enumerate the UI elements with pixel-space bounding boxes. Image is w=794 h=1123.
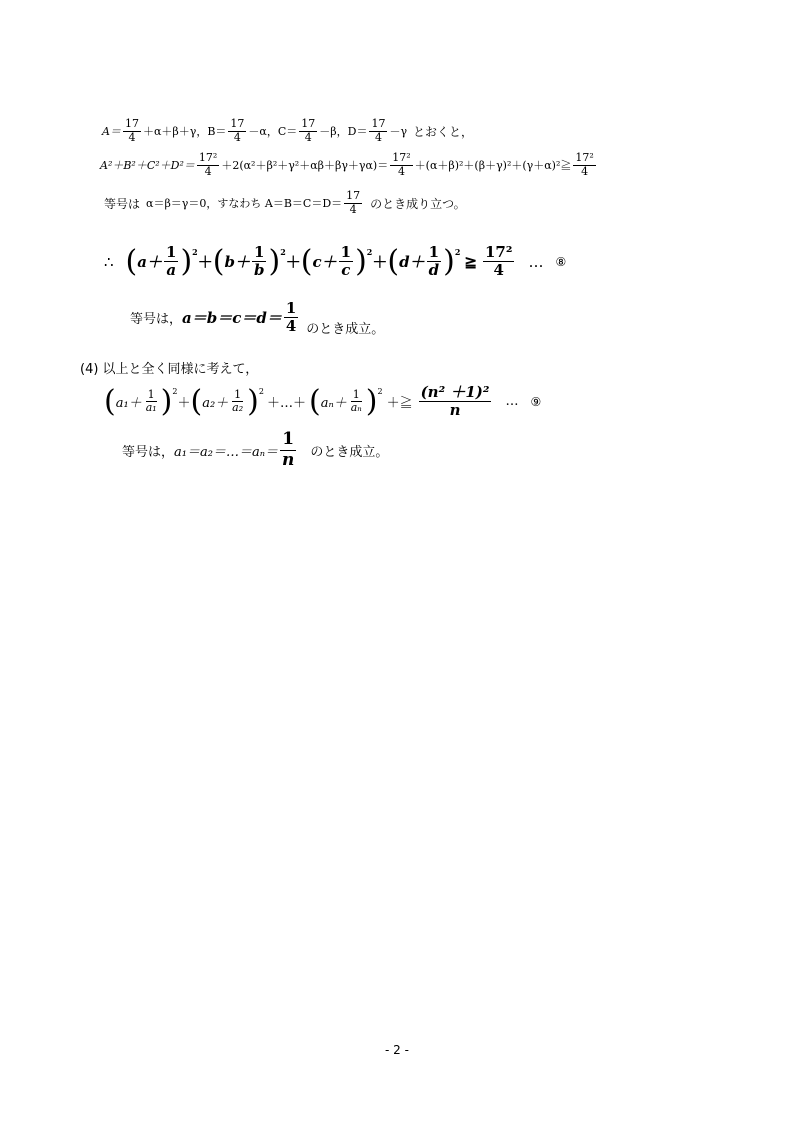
line-1 [102,118,473,144]
line-2 [100,152,598,178]
term-d: ( d＋ $\frac{1}{d}$ ) $^2$ [387,243,461,280]
eq-a-rest: ＋α＋β＋γ，B＝ [142,125,227,139]
term-a1: ( a₁＋ $\frac{1}{\text{a₁}}$ ) $^2$ [104,383,178,419]
term-c: ( c＋ $\frac{1}{c}$ ) $^2$ [300,243,373,280]
page-number: - 2 - [385,1043,409,1057]
line-7-inequality-9: ( a₁＋ $\frac{1}{\text{a₁}}$ ) $^2$ ＋ ( a₂＋ $\frac{1}{\text{a₂}}$ ) $^2$ ＋…＋ ( aₙ＋ $\frac{1}{\text{aₙ}}$ ) $^2$ ＋≧ $\frac{\text{(n² ＋1)²}}{n}$ … ⑨ [104,383,542,420]
frac-17sq-4: $\frac{\text{17²}}{4}$ [198,151,218,178]
line-5 [130,300,384,336]
label-8: ⑧ [555,254,567,269]
eq-sum-squares: A²＋B²＋C²＋D²＝ [100,159,195,173]
eq-mid: ＋2(α²＋β²＋γ²＋αβ＋βγ＋γα)＝ [221,159,389,173]
therefore-symbol: ∴ [104,252,114,271]
eq-a-lhs: A＝ [102,125,121,139]
frac-17sq-4: $\frac{\text{17²}}{4}$ [484,243,513,280]
text-holds: のとき成り立つ。 [370,196,466,211]
label-9: ⑨ [530,394,542,409]
frac-17-4: $\frac{17}{4}$ [346,189,361,216]
ellipsis: … [505,394,519,410]
text-equality-head: 等号は， [122,444,175,460]
geq-symbol: ≧ [464,252,477,271]
eq-condition: α＝β＝γ＝0，すなわち A＝B＝C＝D＝ [146,197,343,211]
text-totoku: とおくと， [413,124,474,139]
frac-17sq-4: $\frac{\text{17²}}{4}$ [392,151,411,178]
frac-17-4: $\frac{17}{4}$ [124,117,139,144]
term-a: ( a＋ $\frac{1}{a}$ ) $^2$ [125,243,198,280]
eq-c-rest: －β，D＝ [319,125,368,139]
eq-a1-an: a₁＝a₂＝…＝aₙ＝ [174,444,278,460]
frac-17sq-4: $\frac{\text{17²}}{4}$ [575,151,594,178]
line-3 [104,190,466,216]
frac-17-4: $\frac{17}{4}$ [301,117,316,144]
frac-n2plus1-sq-over-n: $\frac{\text{(n² ＋1)²}}{n}$ [420,383,490,420]
term-a2: ( a₂＋ $\frac{1}{\text{a₂}}$ ) $^2$ [190,383,264,419]
term-b: ( b＋ $\frac{1}{b}$ ) $^2$ [212,243,286,280]
frac-1-n: $\frac{1}{n}$ [281,429,295,470]
eq-d-rest: －γ [389,125,408,139]
geq-symbol: ＋≧ [386,396,413,412]
frac-17-4: $\frac{17}{4}$ [371,117,386,144]
line-4-inequality-8: ∴ ( a＋ $\frac{1}{a}$ ) $^2$ ＋ ( b＋ $\frac{1}{b}$ ) $^2$ ＋ ( c＋ $\frac{1}{c}$ ) $^2$ ＋ ( d＋ $\frac{1}{d}$ ) $^2$ ≧ $\frac{\text{17²}}{4}$ … ⑧ [104,243,567,280]
line-6-part4-heading [80,358,258,377]
ellipsis: … [528,252,544,271]
text-seiritsu: のとき成立。 [310,444,389,460]
part-4-text: (4) 以上と全く同様に考えて， [80,362,259,377]
text-equality-head: 等号は， [130,312,183,328]
term-an: ( aₙ＋ $\frac{1}{\text{aₙ}}$ ) $^2$ [308,383,383,419]
text-seiritsu: のとき成立。 [306,322,385,338]
eq-rest: ＋(α＋β)²＋(β＋γ)²＋(γ＋α)²≧ [414,159,572,173]
frac-1-4: $\frac{1}{4}$ [285,299,297,336]
eq-abcd: a＝b＝c＝d＝ [182,309,282,328]
eq-b-rest: －α，C＝ [248,125,298,139]
frac-17-4: $\frac{17}{4}$ [230,117,245,144]
text-equality-head: 等号は [104,196,141,211]
line-8 [122,430,388,470]
